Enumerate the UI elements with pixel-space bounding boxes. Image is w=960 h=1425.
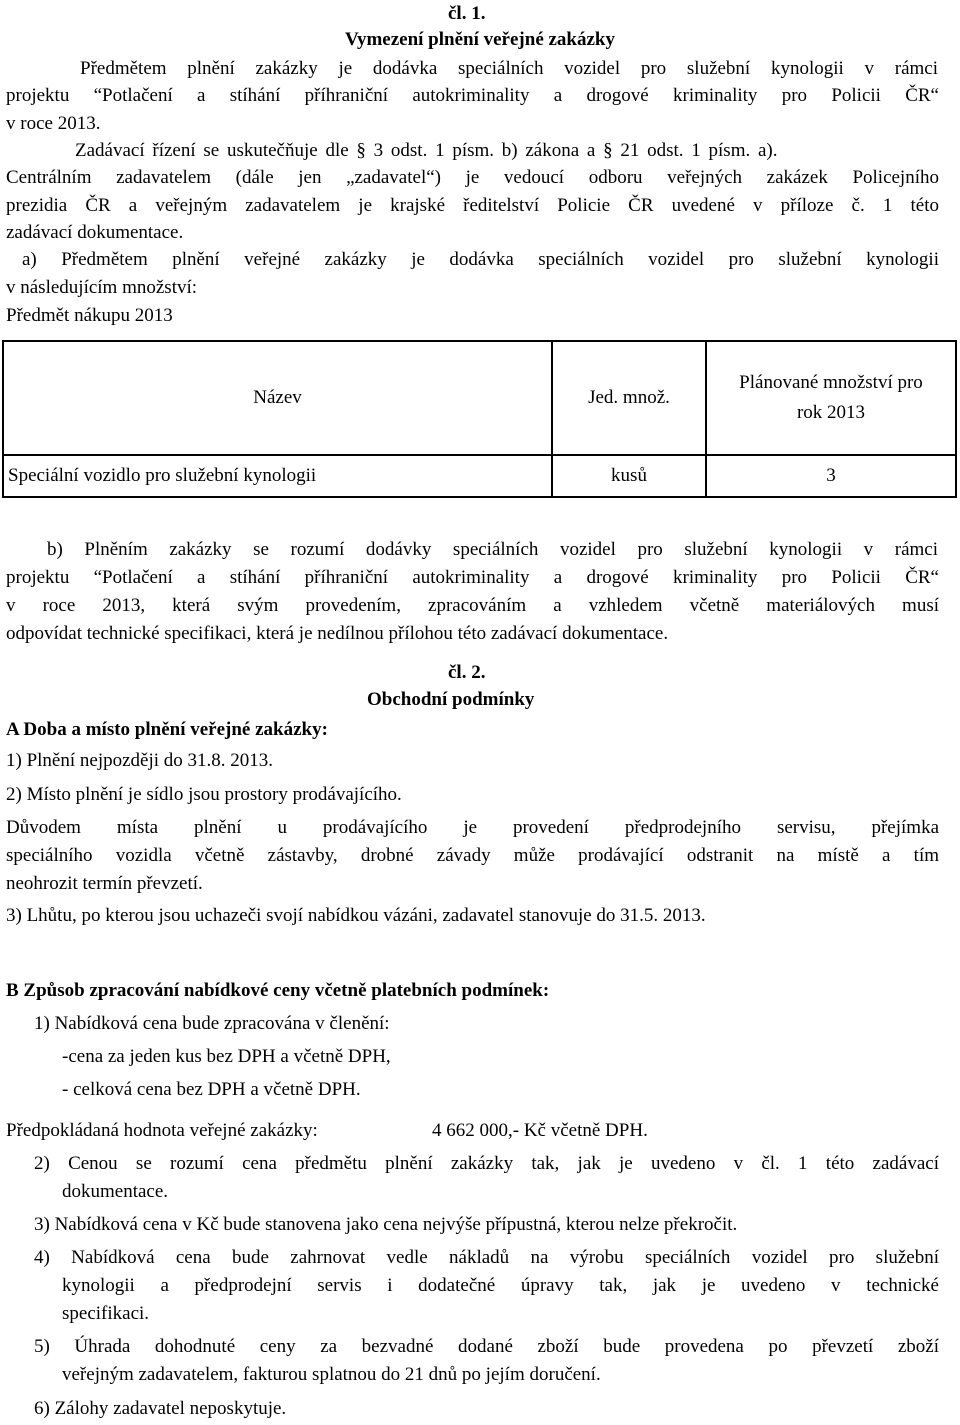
paragraph-line: Důvodem místa plnění u prodávajícího je provedení předprodejního servisu, přejímka — [6, 817, 939, 838]
list-item-continuation: dokumentace. — [62, 1181, 169, 1202]
list-item: 3) Nabídková cena v Kč bude stanovena jako cena nejvýše přípustná, kterou nelze překročit. — [34, 1214, 738, 1235]
paragraph-line: speciálního vozidla včetně zástavby, drobné závady může prodávající odstranit na místě a tím — [6, 845, 939, 866]
list-item: 2) Cenou se rozumí cena předmětu plnění zakázky tak, jak je uvedeno v čl. 1 této zadávací — [34, 1153, 939, 1174]
list-item: 3) Lhůtu, po kterou jsou uchazeči svojí nabídkou vázáni, zadavatel stanovuje do 31.5. 2013. — [6, 905, 706, 926]
paragraph-line: neohrozit termín převzetí. — [6, 873, 203, 894]
paragraph-line: projektu “Potlačení a stíhání příhraniční autokriminality a drogové kriminality pro Policii ČR“ — [6, 567, 939, 588]
paragraph-line: zadávací dokumentace. — [6, 222, 184, 243]
paragraph-line: prezidia ČR a veřejným zadavatelem je krajské ředitelství Policie ČR uvedené v příloze č. 1 této — [6, 195, 939, 216]
paragraph-line: projektu “Potlačení a stíhání příhraniční autokriminality a drogové kriminality pro Policii ČR“ — [6, 85, 939, 106]
list-item: 4) Nabídková cena bude zahrnovat vedle nákladů na výrobu speciálních vozidel pro služební — [34, 1247, 939, 1268]
section-a-title: A Doba a místo plnění veřejné zakázky: — [6, 719, 328, 740]
sub-list-item: -cena za jeden kus bez DPH a včetně DPH, — [62, 1046, 391, 1067]
paragraph-line: v roce 2013. — [6, 113, 101, 134]
sub-list-item: - celková cena bez DPH a včetně DPH. — [62, 1079, 361, 1100]
list-item-continuation: kynologii a předprodejní servis i dodatečné úpravy tak, jak je uvedeno v technické — [62, 1275, 939, 1296]
list-item: 2) Místo plnění je sídlo jsou prostory prodávajícího. — [6, 784, 402, 805]
list-item: 1) Plnění nejpozději do 31.8. 2013. — [6, 750, 274, 771]
cell-unit: kusů — [552, 455, 706, 497]
list-item: 1) Nabídková cena bude zpracována v členění: — [34, 1013, 390, 1034]
table-row — [3, 455, 956, 497]
article-1-title: Vymezení plnění veřejné zakázky — [344, 29, 616, 50]
list-item: 5) Úhrada dohodnuté ceny za bezvadné dodané zboží bude provedena po převzetí zboží — [34, 1336, 939, 1357]
article-2-title: Obchodní podmínky — [367, 689, 535, 710]
paragraph-line: Centrálním zadavatelem (dále jen „zadavatel“) je vedoucí odboru veřejných zakázek Policejního — [6, 167, 939, 188]
section-b-title: B Způsob zpracování nabídkové ceny včetně platebních podmínek: — [6, 980, 550, 1001]
cell-quantity: 3 — [706, 455, 956, 497]
cell-item-name: Speciální vozidlo pro služební kynologii — [3, 455, 552, 497]
paragraph-line: v roce 2013, která svým provedením, zpracováním a vzhledem včetně materiálových musí — [6, 595, 939, 616]
table-header-row — [3, 341, 956, 455]
header-name: Název — [3, 341, 552, 455]
table-caption: Předmět nákupu 2013 — [6, 305, 173, 326]
paragraph-line: a) Předmětem plnění veřejné zakázky je dodávka speciálních vozidel pro služební kynologii — [22, 249, 939, 270]
header-unit: Jed. množ. — [552, 341, 706, 455]
header-planned-quantity — [706, 341, 956, 455]
estimated-value-label: Předpokládaná hodnota veřejné zakázky: — [6, 1120, 318, 1141]
procedure-paragraph: Zadávací řízení se uskutečňuje dle § 3 odst. 1 písm. b) zákona a § 21 odst. 1 písm. a). — [75, 140, 778, 161]
paragraph-line: b) Plněním zakázky se rozumí dodávky speciálních vozidel pro služební kynologii v rámci — [47, 539, 938, 560]
estimated-value: 4 662 000,- Kč včetně DPH. — [432, 1120, 648, 1141]
paragraph-line: Předmětem plnění zakázky je dodávka speciálních vozidel pro služební kynologii v rámci — [80, 58, 938, 79]
article-2-heading: čl. 2. — [448, 662, 486, 683]
list-item-continuation: veřejným zadavatelem, fakturou splatnou do 21 dnů po jejím doručení. — [62, 1364, 601, 1385]
header-plan-line: Plánované množství pro — [739, 372, 923, 393]
list-item: 6) Zálohy zadavatel neposkytuje. — [34, 1398, 287, 1419]
paragraph-line: odpovídat technické specifikaci, která je nedílnou přílohou této zadávací dokumentace. — [6, 623, 669, 644]
header-plan-line: rok 2013 — [796, 402, 866, 423]
list-item-continuation: specifikaci. — [62, 1303, 150, 1324]
items-table — [2, 340, 957, 498]
article-1-heading: čl. 1. — [448, 3, 486, 24]
paragraph-line: v následujícím množství: — [6, 277, 198, 298]
